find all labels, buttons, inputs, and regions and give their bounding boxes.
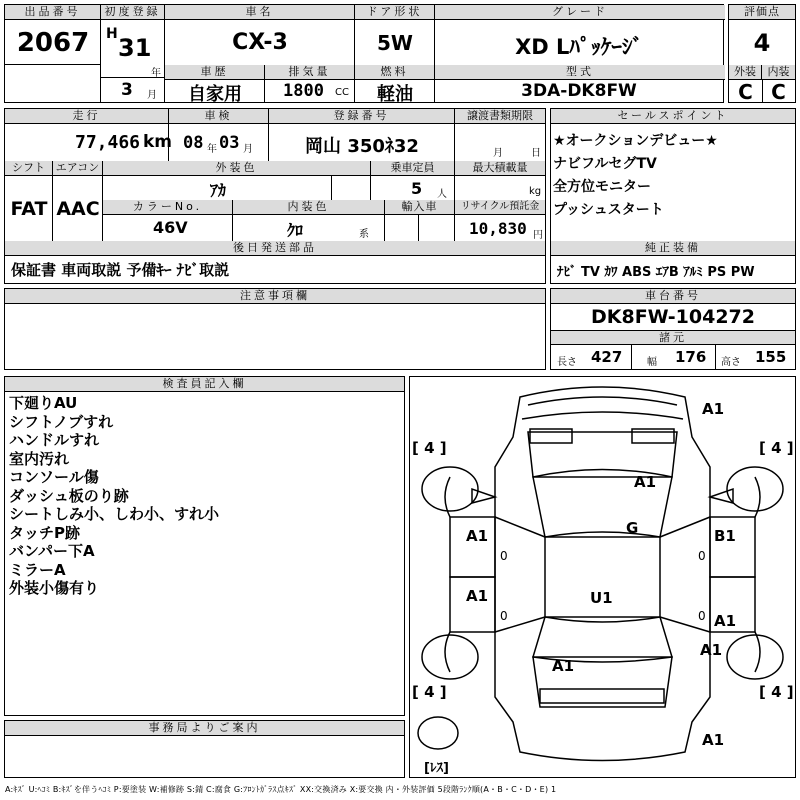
int-color-unit: 系 — [359, 229, 369, 240]
month-unit: 月 — [147, 90, 157, 101]
first-reg-month: 3 — [121, 80, 133, 100]
lot-no-header: 出品番号 — [5, 5, 101, 20]
tire-rear-left: [ 4 ] — [412, 683, 447, 701]
transfer-docs-header: 譲渡書類期限 — [455, 109, 545, 124]
length-label: 長さ — [557, 357, 577, 368]
reg-no-cell — [269, 124, 455, 161]
displacement: 1800 — [283, 81, 324, 101]
history-cell — [165, 80, 265, 105]
tire-rear-right: [ 4 ] — [759, 683, 794, 701]
width: 176 — [675, 348, 707, 366]
aircon-header: エアコン — [53, 161, 103, 176]
later-parts: 保証書 車両取説 予備ｷｰ ﾅﾋﾞ取説 — [11, 261, 230, 279]
mark-windshield: G — [626, 519, 639, 537]
score-box — [728, 4, 796, 103]
recycle-unit: 円 — [533, 230, 543, 241]
genuine-equip: ﾅﾋﾞ TV ｶﾜ ABS ｴｱB ｱﾙﾐ PS PW — [557, 265, 755, 280]
mark-right-rear-door: A1 — [714, 612, 737, 630]
mark-right-front-door: B1 — [714, 527, 736, 545]
lot-no-cell — [5, 20, 101, 102]
inspector-notes-list — [9, 394, 219, 598]
zero-mark: 0 — [500, 609, 508, 623]
history-header: 車歴 — [165, 65, 265, 80]
fuel-cell — [355, 80, 435, 105]
int-color-header: 内装色 — [233, 200, 385, 215]
tire-front-right: [ 4 ] — [759, 439, 794, 457]
inspector-note: バンパー下A — [9, 542, 95, 560]
chassis-header: 車台番号 — [551, 289, 795, 304]
inspection-header: 車検 — [169, 109, 269, 124]
interior-score: C — [771, 80, 786, 104]
chassis-block — [550, 288, 796, 370]
mark-left-rear-door: A1 — [466, 587, 489, 605]
zero-mark: 0 — [500, 549, 508, 563]
inspector-notes-block — [4, 376, 405, 716]
sales-point-header: セールスポイント — [551, 109, 795, 124]
door-type: 5W — [377, 31, 413, 55]
transfer-month-unit: 月 — [493, 148, 503, 159]
inspector-note: 室内汚れ — [9, 449, 70, 468]
mark-left-front-door: A1 — [466, 527, 489, 545]
first-reg-header: 初度登録 — [101, 5, 165, 20]
dims-header: 諸元 — [551, 330, 795, 345]
legend: A:ｷｽﾞ U:ﾍｺﾐ B:ｷｽﾞを伴うﾍｺﾐ P:要塗装 W:補修跡 S:錆 C:腐食 G:ﾌﾛﾝﾄｶﾞﾗｽ点ｷｽﾞ XX:交換済み X:要交換 内・外装評価 5段階ﾗﾝｸ順(A・B・C・D・E) 1 — [5, 785, 557, 794]
zero-mark: 0 — [698, 549, 706, 563]
sales-point-item: 全方位モニター — [553, 179, 651, 195]
mark-hood: A1 — [634, 473, 657, 491]
reg-no-header: 登録番号 — [269, 109, 455, 124]
interior-header: 内装 — [762, 65, 795, 80]
max-load-header: 最大積載量 — [455, 161, 545, 176]
displacement-header: 排気量 — [265, 65, 355, 80]
inspection-month-unit: 月 — [243, 144, 253, 155]
mark-right-quarter: A1 — [700, 641, 723, 659]
inspector-note: 下廻りAU — [9, 394, 78, 412]
length: 427 — [591, 348, 623, 366]
zero-mark: 0 — [698, 609, 706, 623]
mileage-cell — [5, 124, 173, 161]
sales-point-item: プッシュスタート — [553, 202, 664, 218]
sales-point-item: ナビフルセグTV — [553, 156, 657, 172]
displacement-unit: CC — [335, 87, 349, 98]
recycle-header: リサイクル預託金 — [455, 200, 545, 215]
import-cell — [385, 215, 455, 241]
max-load-unit: kg — [529, 186, 542, 197]
exterior-score: C — [738, 80, 753, 104]
mark-rear-bumper: A1 — [702, 731, 725, 749]
mark-roof: U1 — [590, 589, 613, 607]
inspector-note: 外装小傷有り — [9, 579, 100, 597]
inspector-notes-header: 検査員記入欄 — [5, 377, 404, 392]
mileage-unit: km — [143, 132, 173, 152]
lot-no: 2067 — [16, 28, 90, 58]
inspector-note: シフトノブすれ — [9, 412, 114, 431]
inspector-note: シートしみ小、しわ小、すれ小 — [9, 505, 220, 523]
later-parts-header: 後日発送部品 — [5, 241, 545, 256]
height-label: 高さ — [721, 357, 741, 368]
score-header: 評価点 — [729, 5, 795, 20]
car-name-cell — [165, 20, 355, 65]
office-notice-header: 事務局よりご案内 — [5, 721, 404, 736]
grade-header: グレード — [435, 5, 725, 20]
model-code-header: 型式 — [435, 65, 725, 80]
sales-point-block — [550, 108, 796, 284]
transfer-docs-cell — [455, 124, 545, 161]
score: 4 — [753, 29, 771, 57]
sales-point-item: ★オークションデビュー★ — [553, 133, 718, 149]
door-type-header: ドア形状 — [355, 5, 435, 20]
tire-front-left: [ 4 ] — [412, 439, 447, 457]
mark-trunk: A1 — [552, 657, 575, 675]
inspection-month: 03 — [219, 133, 240, 153]
notes-block — [4, 288, 546, 370]
mileage-header: 走行 — [5, 109, 169, 124]
width-label: 幅 — [647, 357, 657, 368]
ext-color: ｱｶ — [209, 181, 226, 200]
mark-front-bumper: A1 — [702, 400, 725, 418]
details-block — [4, 108, 546, 284]
capacity: 5 — [411, 179, 423, 198]
inspector-note: ダッシュ板のり跡 — [9, 486, 129, 505]
notes-header: 注意事項欄 — [5, 289, 545, 304]
inspector-note: ミラーA — [9, 560, 66, 579]
int-color-cell — [233, 215, 385, 241]
car-name: CX-3 — [232, 30, 288, 55]
fuel: 軽油 — [377, 84, 413, 105]
sales-point-list — [553, 130, 718, 222]
car-outline-svg — [410, 377, 795, 777]
header-row-1 — [4, 4, 724, 103]
aircon-cell — [53, 176, 103, 241]
inspection-cell — [169, 124, 269, 161]
grade: XD Lﾊﾟｯｹｰｼﾞ — [515, 35, 643, 59]
inspector-note: ハンドルすれ — [9, 431, 100, 449]
import-header: 輸入車 — [385, 200, 455, 215]
office-notice-block — [4, 720, 405, 778]
year-unit: 年 — [151, 68, 161, 79]
shift: FAT — [10, 198, 48, 220]
grade-cell — [435, 20, 723, 65]
fuel-header: 燃料 — [355, 65, 435, 80]
model-code: 3DA-DK8FW — [521, 81, 637, 101]
first-reg-cell — [101, 20, 165, 102]
max-load-cell — [455, 176, 545, 200]
recycle-cell — [455, 215, 545, 241]
genuine-equip-header: 純正装備 — [551, 241, 795, 256]
inspection-year: 08 — [183, 133, 204, 153]
mileage: 77,466 — [75, 132, 141, 153]
shift-cell — [5, 176, 53, 241]
displacement-cell — [265, 80, 355, 102]
model-code-cell — [435, 80, 723, 102]
exterior-header: 外装 — [729, 65, 762, 80]
car-diagram — [409, 376, 796, 778]
color-no-cell — [103, 215, 233, 241]
color-no: 46V — [153, 218, 188, 237]
transfer-day-unit: 日 — [531, 148, 541, 159]
car-name-header: 車名 — [165, 5, 355, 20]
capacity-header: 乗車定員 — [371, 161, 455, 176]
reg-no: 岡山 350ﾈ32 — [305, 136, 419, 157]
color-no-header: カラーNo. — [103, 200, 233, 215]
inspector-note: タッチP跡 — [9, 523, 80, 542]
capacity-cell — [371, 176, 455, 200]
inspection-year-unit: 年 — [207, 144, 217, 155]
history: 自家用 — [188, 84, 242, 105]
ext-color-header: 外装色 — [103, 161, 371, 176]
chassis-no: DK8FW-104272 — [590, 306, 755, 328]
recycle: 10,830 — [469, 219, 527, 238]
int-color: ｸﾛ — [287, 221, 304, 240]
spare-tire: [ﾚｽ] — [424, 761, 449, 776]
first-reg-year: 31 — [118, 34, 152, 62]
inspector-note: コンソール傷 — [9, 468, 99, 486]
ext-color-cell — [103, 176, 371, 200]
aircon: AAC — [56, 198, 100, 220]
shift-header: シフト — [5, 161, 53, 176]
door-type-cell — [355, 20, 435, 65]
height: 155 — [755, 348, 787, 366]
era: H — [106, 26, 118, 42]
capacity-unit: 人 — [437, 189, 447, 200]
